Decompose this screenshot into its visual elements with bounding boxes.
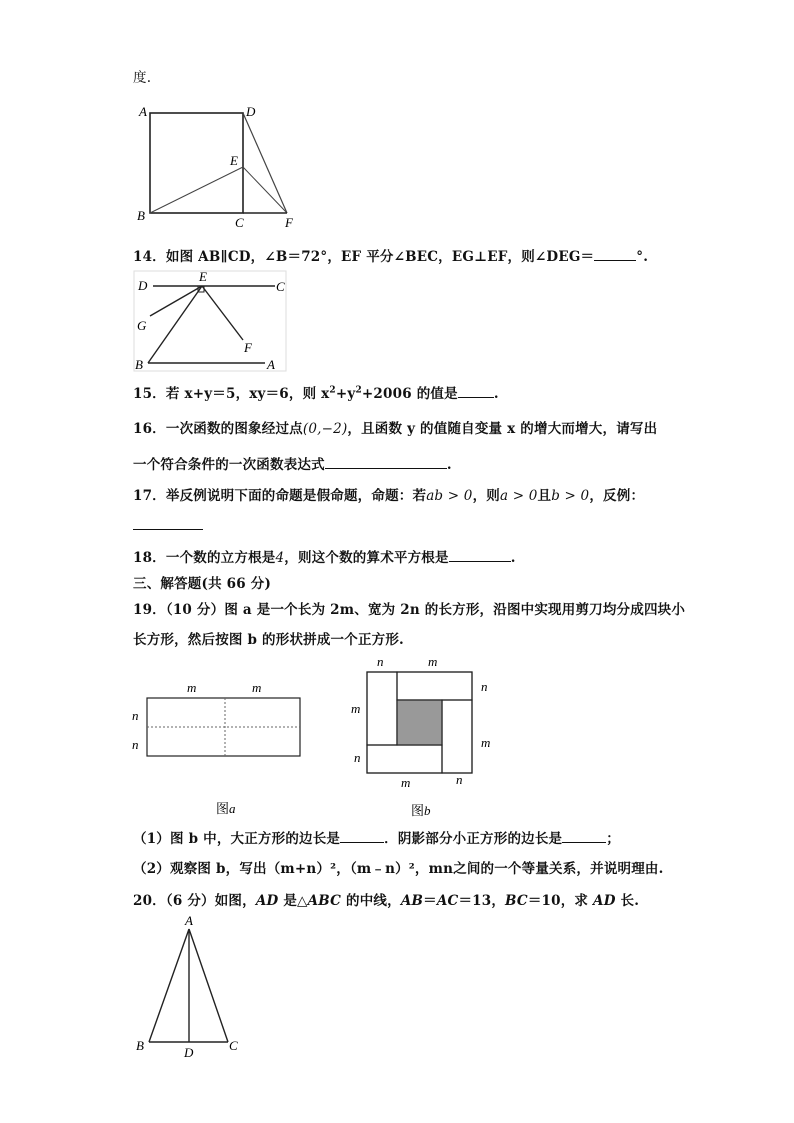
q20-ad2: AD — [593, 893, 616, 909]
q17-mid2: 且 — [537, 488, 552, 504]
figa-caption: 图a — [216, 801, 236, 816]
figb-label-m-bottom: m — [401, 775, 411, 790]
fig13-label-A: A — [139, 104, 147, 119]
fig20-label-A: A — [185, 913, 193, 928]
q20-ab: AB — [400, 893, 424, 909]
figa-label-m1: m — [187, 680, 197, 695]
q17-cond-ab: ab > 0 — [426, 488, 473, 504]
q14-answer-blank[interactable] — [594, 246, 636, 261]
figure-20 — [130, 912, 250, 1062]
figb-label-m-left: m — [351, 701, 361, 716]
fig13-label-C: C — [235, 215, 244, 230]
q17-cond-b: b > 0 — [551, 488, 590, 504]
q19-sub2: （2）观察图 b，写出（m+n）²，（m﹣n）²，mn之间的一个等量关系，并说明理由. — [133, 861, 664, 877]
q17-cond-a: a > 0 — [499, 488, 538, 504]
q18-tail: . — [510, 550, 516, 566]
fig14-label-A: A — [267, 357, 275, 372]
q15-mid: +y — [335, 386, 356, 402]
question-20 — [133, 889, 639, 909]
q19-sub1-pre: （1）图 b 中，大正方形的边长是 — [133, 831, 341, 847]
fig13-label-E: E — [230, 153, 238, 168]
figb-label-n-left: n — [354, 750, 361, 765]
q16-line1-pre: 16．一次函数的图象经过点 — [133, 421, 303, 437]
q18-post: ，则这个数的算术平方根是 — [284, 550, 449, 566]
figb-label-m-top: m — [428, 655, 438, 669]
q20-post: 长. — [615, 893, 640, 909]
figure-13 — [130, 100, 310, 230]
q14-tail: °. — [636, 249, 649, 265]
q17-pre: 17．举反例说明下面的命题是假命题，命题：若 — [133, 488, 427, 504]
q16-line1-post: ，且函数 y 的值随自变量 x 的增大而增大，请写出 — [347, 421, 658, 437]
q18-num: 4 — [275, 550, 285, 566]
fig14-label-G: G — [137, 318, 147, 333]
q19-sub1-mid: ．阴影部分小正方形的边长是 — [384, 831, 563, 847]
q16-tail: . — [446, 457, 452, 473]
q19-sub1 — [133, 827, 620, 847]
q17-answer-line — [133, 515, 203, 534]
fig14-label-B: B — [135, 357, 143, 372]
q20-eq3: ＝10，求 — [527, 893, 594, 909]
q15-sup2: 2 — [355, 385, 362, 396]
figure-a — [130, 678, 310, 818]
fig20-label-B: B — [136, 1038, 144, 1053]
figure-14 — [133, 270, 293, 374]
figa-label-n1: n — [132, 708, 139, 723]
question-17 — [133, 484, 644, 504]
question-16-line2 — [133, 453, 452, 473]
fig14-label-C: C — [276, 279, 285, 294]
figb-label-n-bottom: n — [456, 772, 463, 787]
q19-line1: 19．（10 分）图 a 是一个长为 2m、宽为 2n 的长方形，沿图中实现用剪刀均分成四块小 — [133, 602, 686, 618]
q19-sub1-blank2[interactable] — [562, 828, 606, 843]
q13-tail: 度. — [133, 70, 152, 86]
q20-ac: AC — [436, 893, 459, 909]
fig14-label-D: D — [138, 278, 148, 293]
q20-eq1: ＝ — [423, 893, 437, 909]
q15-pre: 15．若 x+y＝5，xy＝6，则 x — [133, 386, 330, 402]
q20-eq2: ＝13， — [458, 893, 506, 909]
q17-post: ，反例： — [589, 488, 645, 504]
q18-pre: 18．一个数的立方根是 — [133, 550, 276, 566]
figa-label-m2: m — [252, 680, 262, 695]
q19-sub1-tail: ； — [606, 831, 620, 847]
q17-mid1: ，则 — [472, 488, 500, 504]
figb-label-m-right: m — [481, 735, 491, 750]
q20-ad: AD — [255, 893, 279, 909]
q20-mid2: 的中线， — [341, 893, 401, 909]
q20-pre: 20．（6 分）如图， — [133, 893, 256, 909]
q15-answer-blank[interactable] — [458, 383, 494, 398]
fig20-label-D: D — [184, 1045, 194, 1060]
figb-caption: 图b — [411, 803, 431, 818]
question-15 — [133, 382, 499, 402]
figb-label-n-right: n — [481, 679, 488, 694]
q17-answer-blank[interactable] — [133, 515, 203, 530]
q19-sub1-blank1[interactable] — [340, 828, 384, 843]
q16-point: (0,−2) — [302, 421, 348, 437]
fig14-label-E: E — [199, 270, 207, 284]
question-16-line1 — [133, 417, 657, 437]
figa-label-n2: n — [132, 737, 139, 752]
question-14 — [133, 245, 648, 265]
q16-line2: 一个符合条件的一次函数表达式 — [133, 457, 325, 473]
section-3-title: 三、解答题(共 66 分) — [133, 576, 272, 592]
q18-answer-blank[interactable] — [449, 547, 511, 562]
q20-abc: ABC — [307, 893, 342, 909]
q15-tail: . — [493, 386, 499, 402]
q15-sup1: 2 — [329, 385, 336, 396]
fig14-label-F: F — [244, 340, 252, 355]
fig13-label-F: F — [285, 215, 293, 230]
q20-bc: BC — [505, 893, 528, 909]
figb-label-n-top: n — [377, 655, 384, 669]
fig13-label-B: B — [137, 208, 145, 223]
fig13-label-D: D — [246, 104, 256, 119]
question-18 — [133, 546, 516, 566]
fig20-label-C: C — [229, 1038, 238, 1053]
q20-mid1: 是△ — [278, 893, 308, 909]
figure-b — [345, 655, 515, 820]
q16-answer-blank[interactable] — [325, 454, 447, 469]
q15-post: +2006 的值是 — [361, 386, 458, 402]
q14-text: 14．如图 AB∥CD，∠B＝72°，EF 平分∠BEC，EG⊥EF，则∠DEG＝ — [133, 249, 595, 265]
q19-line2: 长方形，然后按图 b 的形状拼成一个正方形. — [133, 632, 404, 648]
